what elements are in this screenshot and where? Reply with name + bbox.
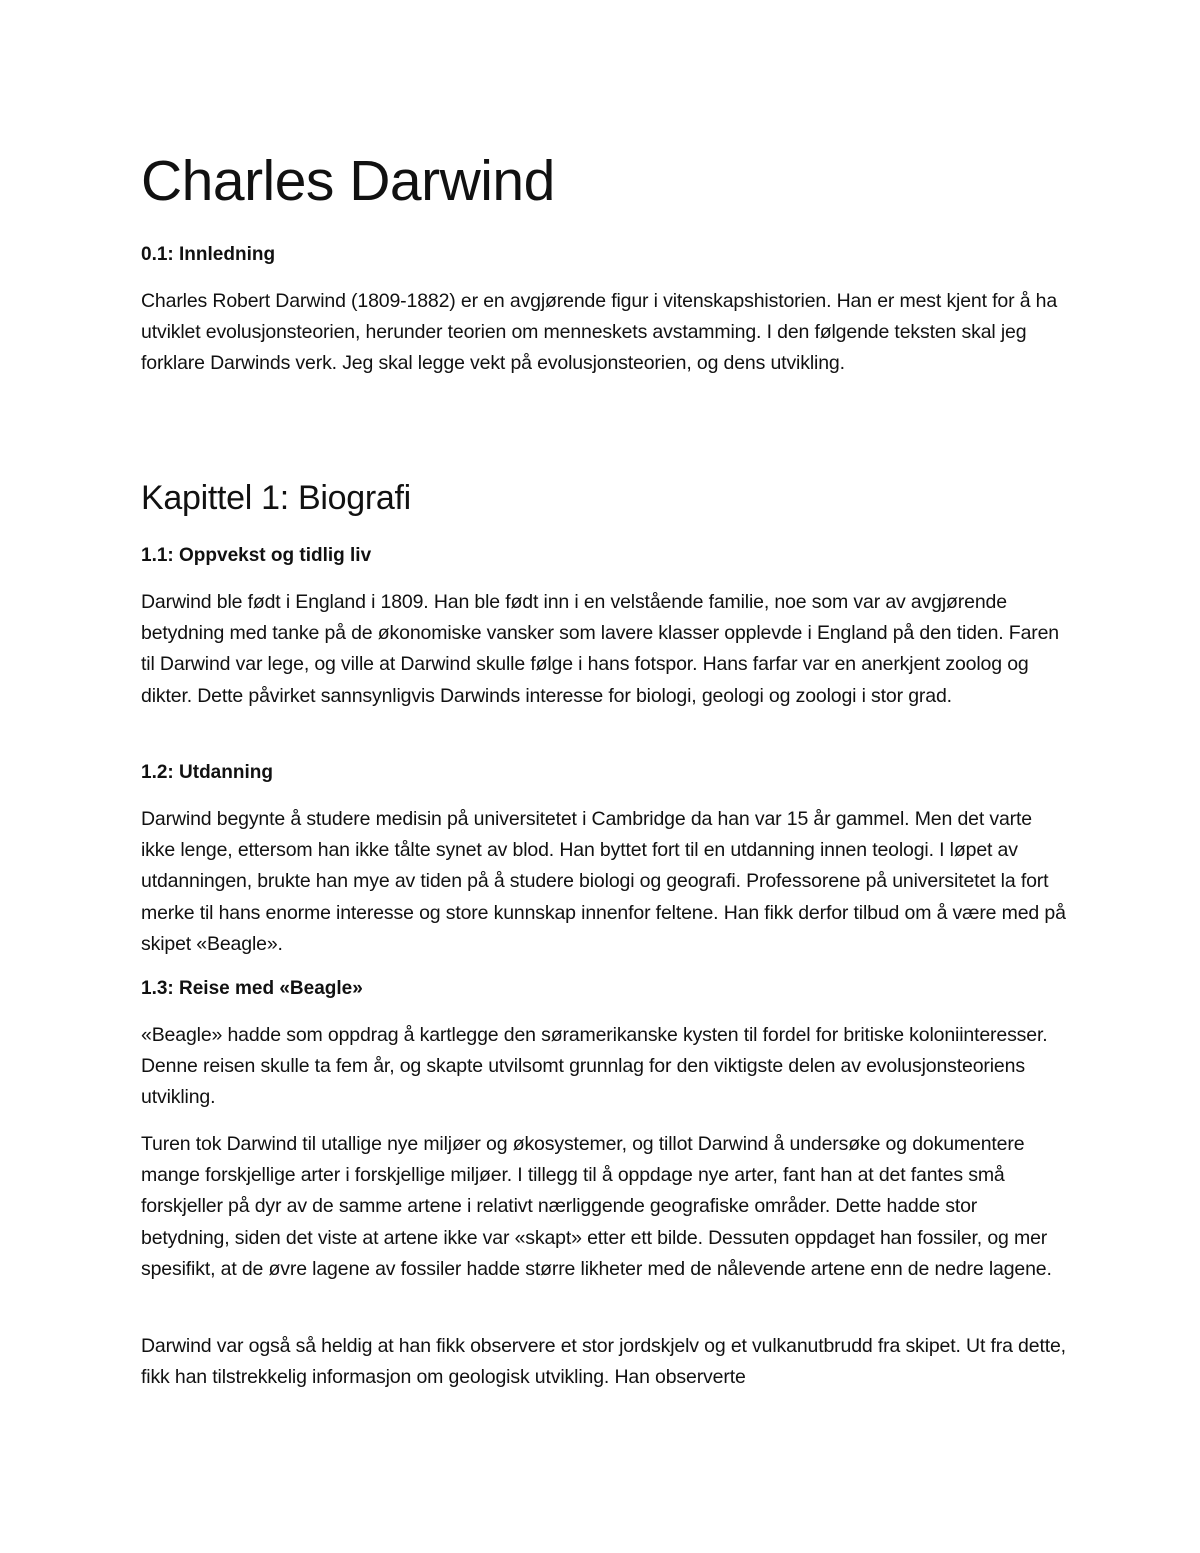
- section-1-3-paragraph-1: «Beagle» hadde som oppdrag å kartlegge den søramerikanske kysten til fordel for britiske koloniinteresser. Denne reisen skulle ta fem år, og skapte utvilsomt grunnlag for den viktigste delen av evolusjonsteoriens utvikling.: [141, 1024, 1048, 1109]
- section-1-3-paragraph-2: Turen tok Darwind til utallige nye miljøer og økosystemer, og tillot Darwind å undersøke og dokumentere mange forskjellige arter i forskjellige miljøer. I tillegg til å oppdage nye arter, fant han at det fantes små forskjeller på dyr av de samme artene i relativt nærliggende geografiske områder. Dette hadde stor betydning, siden det viste at artene ikke var «skapt» etter ett bilde. Dessuten oppdaget han fossiler, og mer spesifikt, at de øvre lagene av fossiler hadde større likheter med de nålevende artene enn de nedre lagene.: [141, 1133, 1052, 1280]
- section-1-2-paragraph: Darwind begynte å studere medisin på universitetet i Cambridge da han var 15 år gammel. Men det varte ikke lenge, ettersom han ikke tålte synet av blod. Han byttet fort til en utdanning innen teologi. I løpet av utdanningen, brukte han mye av tiden på å studere biologi og geografi. Professorene på universitetet la fort merke til hans enorme interesse og store kunnskap innenfor feltene. Han fikk derfor tilbud om å være med på skipet «Beagle».: [141, 808, 1066, 955]
- section-1-3-paragraph-3: Darwind var også så heldig at han fikk observere et stor jordskjelv og et vulkanutbrudd fra skipet. Ut fra dette, fikk han tilstrekkelig informasjon om geologisk utvikling. Han observerte: [141, 1335, 1066, 1389]
- document-title: Charles Darwind: [141, 149, 555, 213]
- section-1-1-paragraph: Darwind ble født i England i 1809. Han ble født inn i en velstående familie, noe som var av avgjørende betydning med tanke på de økonomiske vansker som lavere klasser opplevde i England på den tiden. Faren til Darwind var lege, og ville at Darwind skulle følge i hans fotspor. Hans farfar var en anerkjent zoolog og dikter. Dette påvirket sannsynligvis Darwinds interesse for biologi, geologi og zoologi i stor grad.: [141, 591, 1059, 707]
- intro-heading: 0.1: Innledning: [141, 244, 276, 265]
- section-1-2-heading: 1.2: Utdanning: [141, 762, 273, 783]
- section-1-1-heading: 1.1: Oppvekst og tidlig liv: [141, 545, 372, 566]
- intro-paragraph: Charles Robert Darwind (1809-1882) er en avgjørende figur i vitenskapshistorien. Han er mest kjent for å ha utviklet evolusjonsteorien, herunder teorien om menneskets avstamming. I den følgende teksten skal jeg forklare Darwinds verk. Jeg skal legge vekt på evolusjonsteorien, og dens utvikling.: [141, 290, 1058, 375]
- chapter-1-title: Kapittel 1: Biografi: [141, 479, 411, 517]
- section-1-3-heading: 1.3: Reise med «Beagle»: [141, 978, 363, 999]
